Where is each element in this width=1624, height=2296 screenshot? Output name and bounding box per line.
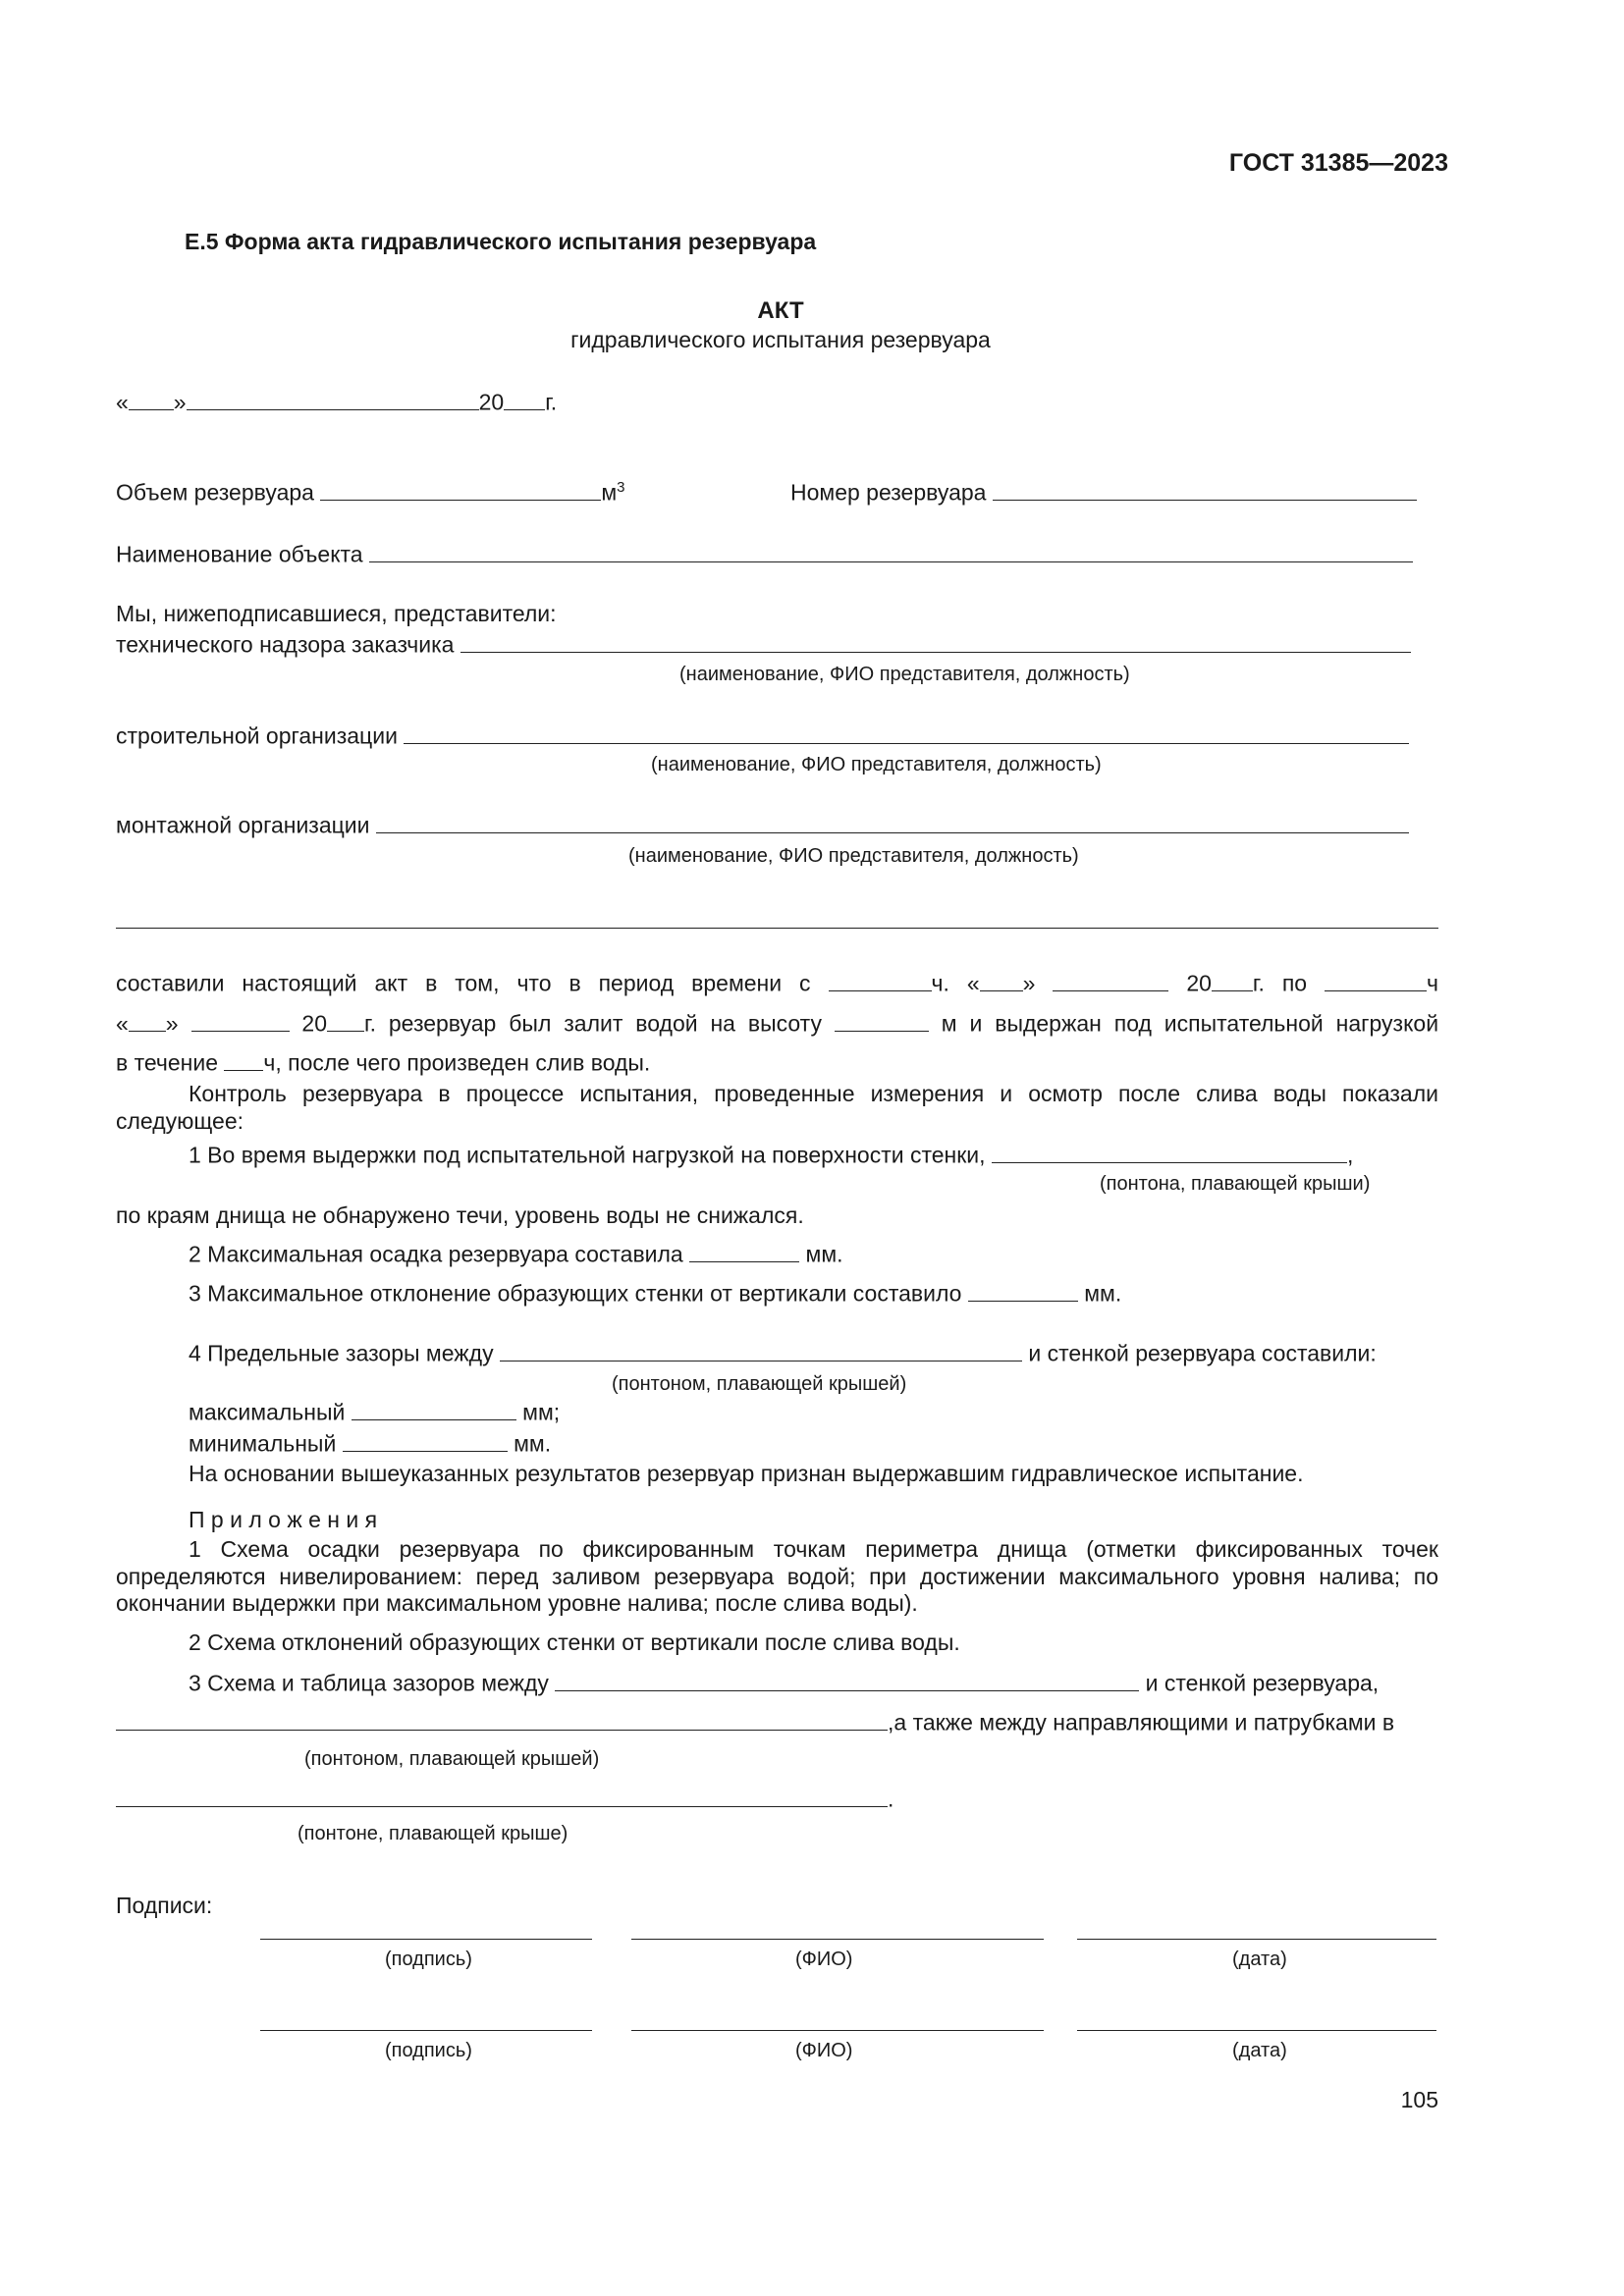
date-blank-1[interactable] bbox=[1077, 1939, 1436, 1940]
mount-hint: (наименование, ФИО представителя, должность) bbox=[628, 845, 1079, 867]
object-label: Наименование объекта bbox=[116, 541, 363, 567]
appendix3-text-c: ,а также между направляющими и патрубками в bbox=[888, 1709, 1395, 1735]
signature-blank-2[interactable] bbox=[260, 2030, 592, 2031]
start-hour-blank[interactable] bbox=[829, 970, 932, 991]
signature-hint-1: (подпись) bbox=[385, 1949, 472, 1970]
period2-text-c: 20 bbox=[301, 1010, 327, 1037]
appendix-item-3-continuation bbox=[116, 1709, 1394, 1735]
day-blank[interactable] bbox=[129, 389, 174, 410]
tech-label: технического надзора заказчика bbox=[116, 631, 455, 658]
item2-row bbox=[189, 1241, 843, 1267]
date-quote-open: « bbox=[116, 389, 129, 415]
object-blank[interactable] bbox=[369, 541, 1413, 562]
water-height-blank[interactable] bbox=[835, 1010, 929, 1032]
date-year-suffix: г. bbox=[545, 389, 558, 415]
appendix-item-2: 2 Схема отклонений образующих стенки от вертикали после слива воды. bbox=[189, 1629, 960, 1655]
max-gap-row bbox=[189, 1399, 560, 1425]
period-text-a: составили настоящий акт в том, что в период времени с bbox=[116, 970, 811, 996]
period-line-3 bbox=[116, 1049, 650, 1076]
section-title: Е.5 Форма акта гидравлического испытания резервуара bbox=[185, 229, 817, 254]
period2-text-b: » bbox=[165, 1010, 179, 1037]
mount-blank[interactable] bbox=[376, 812, 1409, 833]
year-blank[interactable] bbox=[504, 389, 545, 410]
build-label: строительной организации bbox=[116, 722, 398, 749]
date-quote-close: » bbox=[173, 389, 187, 415]
date-year-prefix: 20 bbox=[478, 389, 505, 415]
max-gap-unit: мм; bbox=[522, 1399, 561, 1425]
signature-hint-2: (подпись) bbox=[385, 2040, 472, 2061]
item4-row bbox=[189, 1340, 1377, 1366]
item3-row bbox=[189, 1280, 1121, 1307]
appendix3-hint-2: (понтоне, плавающей крыше) bbox=[298, 1823, 568, 1844]
tech-row bbox=[116, 631, 1411, 658]
item2-unit: мм. bbox=[805, 1241, 843, 1267]
max-gap-label: максимальный bbox=[189, 1399, 346, 1425]
end-hour-blank[interactable] bbox=[1325, 970, 1427, 991]
min-gap-blank[interactable] bbox=[343, 1430, 508, 1452]
we-label: Мы, нижеподписавшиеся, представители: bbox=[116, 601, 557, 626]
appendix3-gap-blank[interactable] bbox=[555, 1670, 1139, 1691]
start-month-blank[interactable] bbox=[1053, 970, 1168, 991]
appendix-item-3-last bbox=[116, 1786, 893, 1812]
appendix3-period: . bbox=[888, 1786, 894, 1812]
item1-continuation: по краям днища не обнаружено течи, уровень воды не снижался. bbox=[116, 1202, 804, 1228]
name-hint-1: (ФИО) bbox=[795, 1949, 853, 1970]
period3-text-a: в течение bbox=[116, 1049, 219, 1076]
min-gap-row bbox=[189, 1430, 551, 1457]
item4-hint: (понтоном, плавающей крышей) bbox=[612, 1373, 907, 1395]
item1-hint: (понтона, плавающей крыши) bbox=[1100, 1173, 1371, 1195]
volume-blank[interactable] bbox=[320, 479, 601, 501]
doc-code: ГОСТ 31385—2023 bbox=[1228, 149, 1448, 177]
volume-label: Объем резервуара bbox=[116, 479, 314, 506]
gap-element-blank[interactable] bbox=[500, 1340, 1022, 1362]
item3-text: 3 Максимальное отклонение образующих стенки от вертикали составило bbox=[189, 1280, 962, 1307]
appendix-item-1: 1 Схема осадки резервуара по фиксированным точкам периметра днища (отметки фиксированных точек определяются нивелированием: перед заливом резервуара водой; при достижении максимального уровня налива; по окончании выдержки при максимальном уровне налива; после слива воды). bbox=[116, 1536, 1438, 1617]
conclusion: На основании вышеуказанных результатов резервуар признан выдержавшим гидравлическое испытание. bbox=[189, 1461, 1304, 1486]
period-text-b: ч. « bbox=[931, 970, 980, 996]
signatures-label: Подписи: bbox=[116, 1893, 213, 1918]
appendix3-hint-1: (понтоном, плавающей крышей) bbox=[304, 1748, 600, 1770]
item4-text-a: 4 Предельные зазоры между bbox=[189, 1340, 494, 1366]
item1-row bbox=[189, 1142, 1353, 1168]
period3-text-b: ч, после чего произведен слив воды. bbox=[263, 1049, 651, 1076]
end-year-blank[interactable] bbox=[327, 1010, 364, 1032]
volume-row bbox=[116, 479, 625, 506]
item1-comma: , bbox=[1346, 1142, 1354, 1168]
mount-row bbox=[116, 812, 1409, 838]
name-hint-2: (ФИО) bbox=[795, 2040, 853, 2061]
volume-unit-sup: 3 bbox=[617, 479, 625, 497]
act-date-line bbox=[116, 389, 557, 415]
max-deviation-blank[interactable] bbox=[968, 1280, 1078, 1302]
number-blank[interactable] bbox=[993, 479, 1417, 501]
tech-hint: (наименование, ФИО представителя, должность) bbox=[679, 664, 1130, 685]
name-blank-2[interactable] bbox=[631, 2030, 1044, 2031]
tech-blank[interactable] bbox=[460, 631, 1411, 653]
period2-text-a: « bbox=[116, 1010, 129, 1037]
date-blank-2[interactable] bbox=[1077, 2030, 1436, 2031]
item3-unit: мм. bbox=[1084, 1280, 1122, 1307]
max-settlement-blank[interactable] bbox=[689, 1241, 799, 1262]
end-day-blank[interactable] bbox=[129, 1010, 166, 1032]
item4-text-b: и стенкой резервуара составили: bbox=[1028, 1340, 1377, 1366]
object-row bbox=[116, 541, 1413, 567]
period-text-c: » bbox=[1022, 970, 1036, 996]
period-text-d: 20 bbox=[1186, 970, 1212, 996]
act-subtitle: гидравлического испытания резервуара bbox=[570, 327, 991, 352]
control-paragraph: Контроль резервуара в процессе испытания, проведенные измерения и осмотр после слива воды показали следующее: bbox=[116, 1081, 1438, 1134]
max-gap-blank[interactable] bbox=[352, 1399, 516, 1420]
period2-text-d: г. резервуар был залит водой на высоту bbox=[364, 1010, 822, 1037]
act-title: АКТ bbox=[757, 297, 804, 324]
period-text-f: ч bbox=[1427, 970, 1439, 996]
period-line-1 bbox=[116, 970, 1438, 997]
item2-text: 2 Максимальная осадка резервуара составила bbox=[189, 1241, 683, 1267]
number-label: Номер резервуара bbox=[790, 479, 987, 506]
build-hint: (наименование, ФИО представителя, должность) bbox=[651, 754, 1102, 775]
page-number: 105 bbox=[1400, 2087, 1438, 2112]
number-row bbox=[790, 479, 1417, 506]
extra-blank-line[interactable] bbox=[116, 928, 1438, 929]
appendix3-location-blank[interactable] bbox=[116, 1786, 888, 1807]
duration-blank[interactable] bbox=[224, 1049, 263, 1071]
min-gap-unit: мм. bbox=[514, 1430, 552, 1457]
period2-text-e: м и выдержан под испытательной нагрузкой bbox=[941, 1010, 1439, 1037]
name-blank-1[interactable] bbox=[631, 1939, 1044, 1940]
item1-text: 1 Во время выдержки под испытательной нагрузкой на поверхности стенки, bbox=[189, 1142, 986, 1168]
period-text-e: г. по bbox=[1252, 970, 1308, 996]
month-blank[interactable] bbox=[187, 389, 479, 410]
appendix-item-3-row bbox=[189, 1670, 1379, 1696]
signature-blank-1[interactable] bbox=[260, 1939, 592, 1940]
period-line-2 bbox=[116, 1010, 1438, 1038]
mount-label: монтажной организации bbox=[116, 812, 370, 838]
item1-blank[interactable] bbox=[992, 1142, 1347, 1163]
start-day-blank[interactable] bbox=[980, 970, 1023, 991]
build-row bbox=[116, 722, 1409, 749]
appendix3-text-b: и стенкой резервуара, bbox=[1145, 1670, 1380, 1696]
appendix3-text-a: 3 Схема и таблица зазоров между bbox=[189, 1670, 549, 1696]
build-blank[interactable] bbox=[404, 722, 1409, 744]
appendix3-element-blank[interactable] bbox=[116, 1709, 888, 1731]
volume-unit: м bbox=[601, 479, 618, 506]
end-month-blank[interactable] bbox=[191, 1010, 290, 1032]
start-year-blank[interactable] bbox=[1212, 970, 1253, 991]
appendix-title: П р и л о ж е н и я bbox=[189, 1507, 378, 1532]
date-hint-2: (дата) bbox=[1232, 2040, 1287, 2061]
min-gap-label: минимальный bbox=[189, 1430, 337, 1457]
date-hint-1: (дата) bbox=[1232, 1949, 1287, 1970]
